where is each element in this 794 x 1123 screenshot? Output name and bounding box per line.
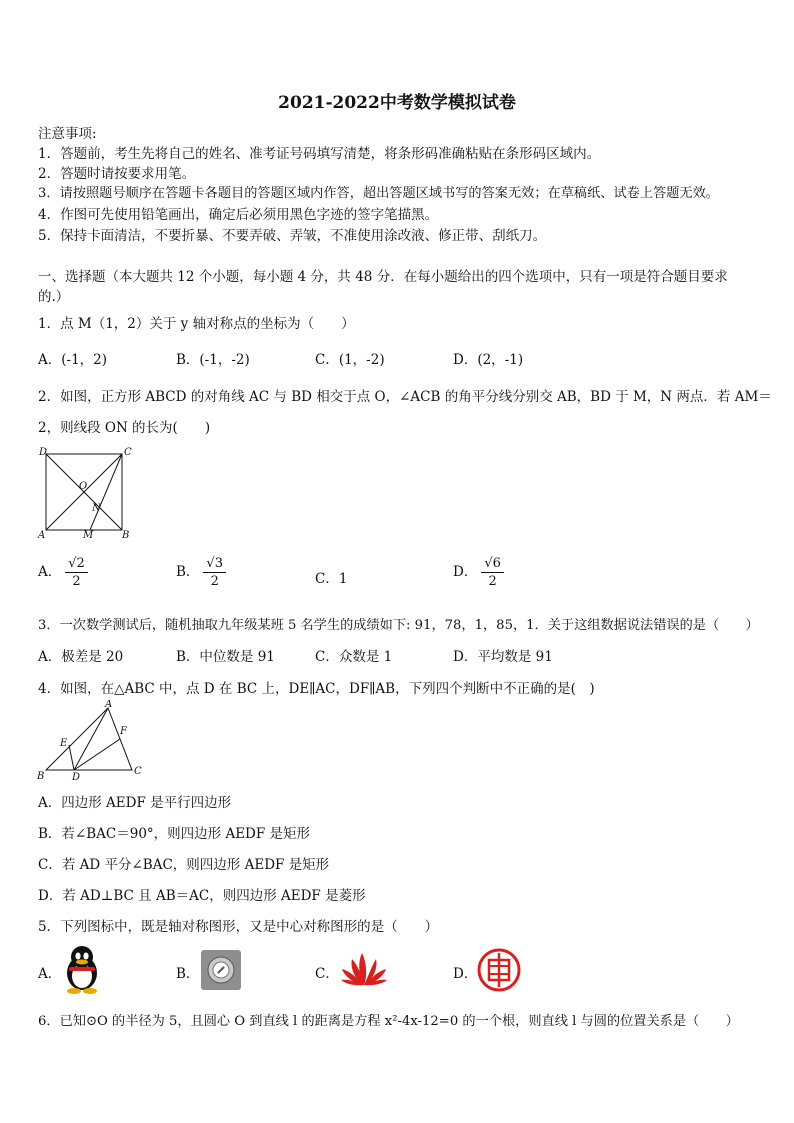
fraction-sqrt6-over-2: $\frac{√6}{2}$ xyxy=(481,556,504,589)
q2-option-b[interactable] xyxy=(176,556,226,589)
note-item: 2．答题时请按要求用笔。 xyxy=(38,166,196,182)
q3-option-a[interactable]: A．极差是 20 xyxy=(38,649,124,665)
triangle-abc xyxy=(46,708,132,770)
q2-option-d-letter: D． xyxy=(453,564,478,580)
page-title: 2021-2022中考数学模拟试卷 xyxy=(278,93,516,113)
notes-heading: 注意事项: xyxy=(38,126,97,142)
q5-option-d[interactable]: D． xyxy=(453,966,478,982)
q1-option-a[interactable]: A．(-1，2) xyxy=(38,352,108,368)
q5-option-a[interactable]: A． xyxy=(38,966,62,982)
q4-option-a[interactable]: A．四边形 AEDF 是平行四边形 xyxy=(38,795,232,811)
question-3-stem: 3．一次数学测试后，随机抽取九年级某班 5 名学生的成绩如下: 91，78，1，85，1．关于这组数据说法错误的是（ ） xyxy=(38,618,759,633)
fraction-sqrt3-over-2: $\frac{√3}{2}$ xyxy=(203,556,226,589)
note-item: 5．保持卡面清洁，不要折暴、不要弄破、弄皱，不准使用涂改液、修正带、刮纸刀。 xyxy=(38,228,547,244)
note-item: 1．答题前，考生先将自己的姓名、准考证号码填写清楚，将条形码准确粘贴在条形码区域内。 xyxy=(38,146,601,162)
label-d: D xyxy=(72,772,81,783)
bisector-cm xyxy=(90,454,122,530)
circular-bank-logo-icon xyxy=(476,947,522,993)
label-a: A xyxy=(38,530,46,540)
q1-option-b[interactable]: B．(-1，-2) xyxy=(176,352,250,368)
question-2-stem: 2．如图，正方形 ABCD 的对角线 AC 与 BD 相交于点 O，∠ACB 的角平分线分别交 AB，BD 于 M，N 两点．若 AM＝ xyxy=(38,389,772,405)
label-b: B xyxy=(122,530,130,540)
segment-ad xyxy=(74,708,108,770)
question-6-stem: 6．已知⊙O 的半径为 5，且圆心 O 到直线 l 的距离是方程 x²-4x-12=0 的一个根，则直线 l 与圆的位置关系是（ ） xyxy=(38,1014,739,1029)
q1-option-d[interactable]: D．(2，-1) xyxy=(453,352,524,368)
label-b: B xyxy=(37,771,45,782)
label-m: M xyxy=(83,530,94,540)
label-d: D xyxy=(39,447,48,458)
q4-option-d[interactable]: D．若 AD⊥BC 且 AB＝AC，则四边形 AEDF 是菱形 xyxy=(38,888,366,904)
label-c: C xyxy=(124,447,132,458)
penguin-logo-icon xyxy=(60,943,104,995)
fraction-sqrt2-over-2: $\frac{√2}{2}$ xyxy=(65,556,88,589)
label-a: A xyxy=(105,700,113,710)
label-o: O xyxy=(79,481,88,492)
section-heading: 一、选择题（本大题共 12 个小题，每小题 4 分，共 48 分．在每小题给出的四个选项中，只有一项是符合题目要求 xyxy=(38,269,728,285)
segment-df xyxy=(74,739,120,770)
q3-option-c[interactable]: C．众数是 1 xyxy=(315,649,393,665)
q4-option-b[interactable]: B．若∠BAC＝90°，则四边形 AEDF 是矩形 xyxy=(38,826,311,842)
label-f: F xyxy=(120,726,127,737)
section-heading-cont: 的.） xyxy=(38,289,70,305)
question-4-stem: 4．如图，在△ABC 中，点 D 在 BC 上，DE∥AC，DF∥AB，下列四个判断中不正确的是( ) xyxy=(38,681,595,697)
question-2-stem-cont: 2，则线段 ON 的长为( ) xyxy=(38,420,211,436)
note-item: 3．请按照题号顺序在答题卡各题目的答题区域内作答，超出答题区域书写的答案无效；在草稿纸、试卷上答题无效。 xyxy=(38,186,719,201)
q2-option-c[interactable]: C．1 xyxy=(315,571,348,587)
segment-de xyxy=(69,745,74,770)
q5-option-c[interactable]: C． xyxy=(315,966,339,982)
q2-option-a[interactable] xyxy=(38,556,88,589)
question-1-stem: 1．点 M（1，2）关于 y 轴对称点的坐标为（ ） xyxy=(38,316,355,332)
q2-option-b-letter: B． xyxy=(176,564,200,580)
round-camera-logo-icon xyxy=(200,949,242,991)
q1-option-c[interactable]: C．(1，-2) xyxy=(315,352,385,368)
note-item: 4．作图可先使用铅笔画出，确定后必须用黑色字迹的签字笔描黑。 xyxy=(38,207,439,223)
q2-option-a-letter: A． xyxy=(38,564,62,580)
label-n: N xyxy=(92,503,101,514)
question-5-stem: 5．下列图标中，既是轴对称图形，又是中心对称图形的是（ ） xyxy=(38,919,439,935)
label-e: E xyxy=(60,738,68,749)
label-c: C xyxy=(134,766,142,777)
square-diagram xyxy=(36,444,136,540)
q3-option-d[interactable]: D．平均数是 91 xyxy=(453,649,553,665)
q4-option-c[interactable]: C．若 AD 平分∠BAC，则四边形 AEDF 是矩形 xyxy=(38,857,330,873)
q3-option-b[interactable]: B．中位数是 91 xyxy=(176,649,275,665)
triangle-diagram xyxy=(34,700,146,784)
q2-option-d[interactable] xyxy=(453,556,504,589)
q5-option-b[interactable]: B． xyxy=(176,966,200,982)
petal-fan-logo-icon xyxy=(338,949,390,989)
